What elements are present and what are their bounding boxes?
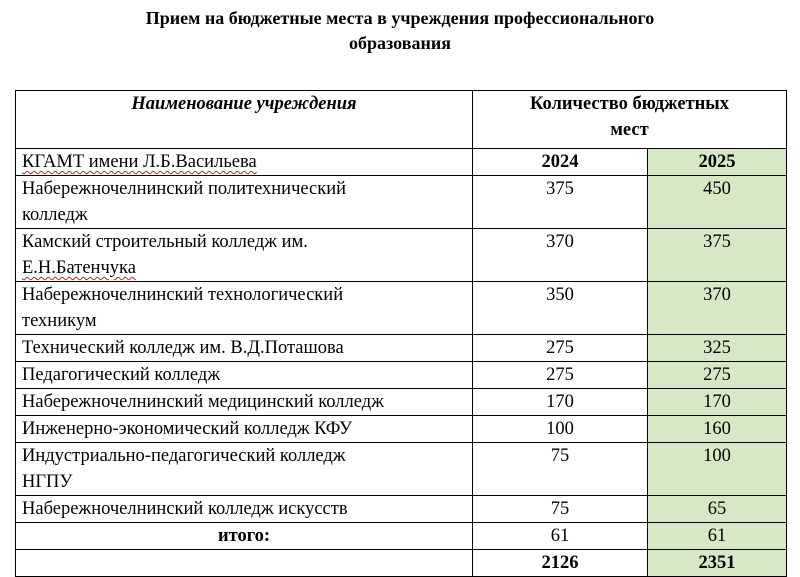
institution-name: Набережночелнинский колледж искусств [16,496,473,523]
grand-total-2025: 2351 [648,550,787,577]
value-2024: 375 [473,176,648,229]
value-2024: 275 [473,362,648,389]
header-institution: Наименование учреждения [16,91,473,149]
header-budget-line-2: мест [610,120,649,140]
table-row [16,149,787,176]
value-2024: 170 [473,389,648,416]
total-value-2025: 61 [648,523,787,550]
table-row [16,389,787,416]
total-row [16,523,787,550]
institution-name: Камский строительный колледж им. Е.Н.Батенчука [16,229,473,282]
value-2024: 75 [473,443,648,496]
institution-name-text: КГАМТ имени Л.Б.Васильева [22,152,257,172]
title-line-2: образования [349,33,451,53]
year-2025-header: 2025 [648,149,787,176]
institution-name: Педагогический колледж [16,362,473,389]
table-row [16,335,787,362]
value-2024: 275 [473,335,648,362]
institution-name: Индустриально-педагогический колледж НГПУ [16,443,473,496]
table-header-row [16,91,787,149]
admissions-table [15,90,787,577]
value-2024: 350 [473,282,648,335]
header-budget-places [473,91,787,149]
year-2024-header: 2024 [473,149,648,176]
value-2024: 100 [473,416,648,443]
total-value-2024: 61 [473,523,648,550]
value-2025: 65 [648,496,787,523]
institution-name: Набережночелнинский технологический техникум [16,282,473,335]
value-2025: 375 [648,229,787,282]
table-row [16,416,787,443]
total-label: итого: [16,523,473,550]
institution-name [16,149,473,176]
empty-cell [16,550,473,577]
table-row [16,282,787,335]
value-2025: 100 [648,443,787,496]
value-2025: 275 [648,362,787,389]
value-2025: 450 [648,176,787,229]
value-2025: 370 [648,282,787,335]
grand-total-row [16,550,787,577]
value-2024: 75 [473,496,648,523]
table-row [16,496,787,523]
title-line-1: Прием на бюджетные места в учреждения профессионального [145,8,655,28]
table-row [16,443,787,496]
grand-total-2024: 2126 [473,550,648,577]
page-title [0,6,800,56]
value-2025: 325 [648,335,787,362]
institution-name: Набережночелнинский медицинский колледж [16,389,473,416]
value-2025: 160 [648,416,787,443]
table-row [16,229,787,282]
value-2025: 170 [648,389,787,416]
table-row [16,176,787,229]
header-budget-line-1: Количество бюджетных [530,94,729,114]
table-row [16,362,787,389]
institution-name: Набережночелнинский политехнический колледж [16,176,473,229]
institution-name: Инженерно-экономический колледж КФУ [16,416,473,443]
value-2024: 370 [473,229,648,282]
institution-name: Технический колледж им. В.Д.Поташова [16,335,473,362]
